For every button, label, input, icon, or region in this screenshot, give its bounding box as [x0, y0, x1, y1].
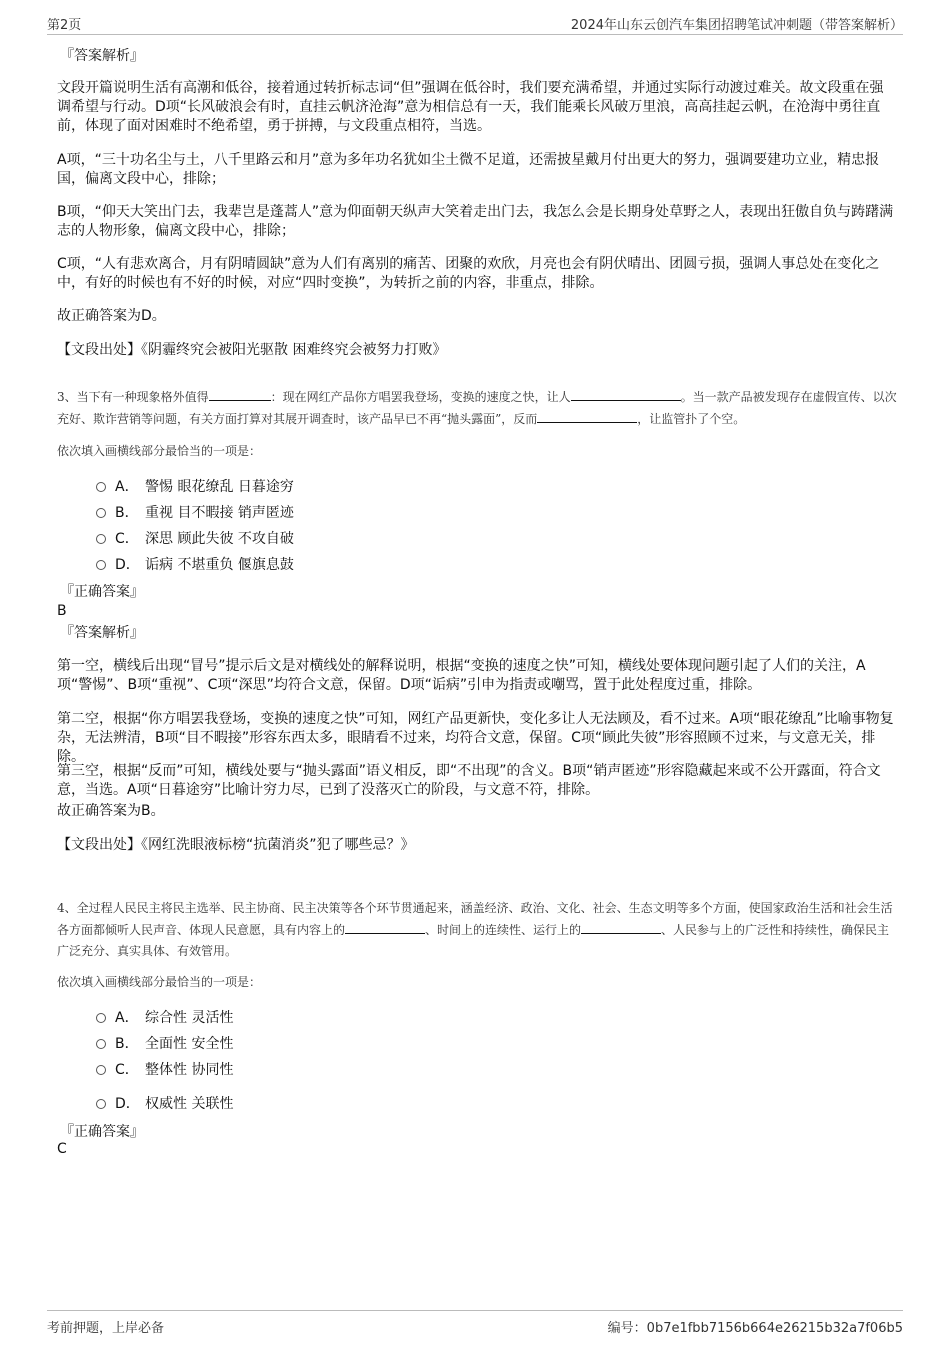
- q2-conclusion: 故正确答案为D。: [57, 308, 166, 324]
- radio-icon: [96, 1039, 106, 1049]
- q4-option-d[interactable]: D． 权威性 关联性: [96, 1094, 233, 1114]
- q4-instruction: 依次填入画横线部分最恰当的一项是：: [57, 975, 262, 989]
- q3-analysis-paragraph-2: 第二空，根据“你方唱罢我登场，变换的速度之快”可知，网红产品更新快，变化多让人无法顾及，看不过来。A项“眼花缭乱”比喻事物复杂，无法辨清，B项“目不暇接”形容东西太多，眼睛看不过来，均符合文意，保留。C项“顾此失彼”形容照顾不过来，与文意无关，排除。: [57, 711, 894, 765]
- q3-correct-heading: 『正确答案』: [60, 584, 144, 600]
- q4-option-a[interactable]: A． 综合性 灵活性: [96, 1008, 233, 1028]
- q3-blank-3: [537, 408, 637, 423]
- document-title: 2024年山东云创汽车集团招聘笔试冲刺题（带答案解析）: [570, 18, 903, 33]
- page-number: 第2页: [47, 18, 82, 33]
- page-footer: [47, 1310, 903, 1335]
- q4-stem: 4、全过程人民民主将民主选举、民主协商、民主决策等各个环节贯通起来，涵盖经济、政治、文化、社会、生态文明等多个方面，使国家政治生活和社会生活各方面都倾听人民声音、体现人民意愿，具有内容上的 、时间上的连续性、运行上的 、人民参与上的广泛性和持续性，确保民主广泛充分、真实具体、有效管用。: [57, 901, 893, 958]
- document-code: 编号：0b7e1fbb7156b664e26215b32a7f06b5: [607, 1321, 903, 1336]
- q3-blank-1: [209, 386, 271, 401]
- q3-correct-answer: B: [57, 603, 67, 619]
- q2-source: 【文段出处】《阴霾终究会被阳光驱散 困难终究会被努力打败》: [57, 342, 447, 358]
- q4-blank-2: [581, 919, 661, 934]
- q3-instruction: 依次填入画横线部分最恰当的一项是：: [57, 444, 262, 458]
- q4-correct-answer: C: [57, 1141, 67, 1157]
- q3-analysis-paragraph-1: 第一空，横线后出现“冒号”提示后文是对横线处的解释说明，根据“变换的速度之快”可知，横线处要体现问题引起了人们的关注，A项“警惕”、B项“重视”、C项“深思”均符合文意，保留。D项“诟病”引申为指责或嘲骂，置于此处程度过重，排除。: [57, 658, 866, 693]
- q3-conclusion: 故正确答案为B。: [57, 803, 165, 819]
- radio-icon: [96, 534, 106, 544]
- radio-icon: [96, 482, 106, 492]
- radio-icon: [96, 560, 106, 570]
- radio-icon: [96, 1099, 106, 1109]
- q3-blank-2: [571, 386, 681, 401]
- q2-analysis-paragraph-3: B项，“仰天大笑出门去，我辈岂是蓬蒿人”意为仰面朝天纵声大笑着走出门去，我怎么会是长期身处草野之人，表现出狂傲自负与踌躇满志的人物形象，偏离文段中心，排除；: [57, 204, 894, 239]
- q3-analysis-paragraph-3: 第三空，根据“反而”可知，横线处要与“抛头露面”语义相反，即“不出现”的含义。B项“销声匿迹”形容隐藏起来或不公开露面，符合文意，当选。A项“日暮途穷”比喻计穷力尽，已到了没落灭亡的阶段，与文意不符，排除。: [57, 763, 881, 798]
- page-header: [47, 14, 903, 35]
- footer-slogan: 考前押题，上岸必备: [47, 1321, 165, 1336]
- q4-option-b[interactable]: B． 全面性 安全性: [96, 1034, 233, 1054]
- q2-analysis-paragraph-4: C项，“人有悲欢离合，月有阴晴圆缺”意为人们有离别的痛苦、团聚的欢欣，月亮也会有阴伏晴出、团圆亏损，强调人事总处在变化之中，有好的时候也有不好的时候，对应“四时变换”，为转折之前的内容，非重点，排除。: [57, 256, 880, 291]
- q3-source: 【文段出处】《网红洗眼液标榜“抗菌消炎”犯了哪些忌？》: [57, 837, 415, 853]
- radio-icon: [96, 508, 106, 518]
- q3-option-c[interactable]: C． 深思 顾此失彼 不攻自破: [96, 529, 294, 549]
- q4-option-c[interactable]: C． 整体性 协同性: [96, 1060, 233, 1080]
- q2-analysis-paragraph-2: A项，“三十功名尘与土，八千里路云和月”意为多年功名犹如尘土微不足道，还需披星戴月付出更大的努力，强调要建功立业，精忠报国，偏离文段中心，排除；: [57, 152, 880, 187]
- q4-blank-1: [345, 919, 425, 934]
- radio-icon: [96, 1065, 106, 1075]
- q2-analysis-heading: 『答案解析』: [60, 48, 144, 64]
- q3-option-d[interactable]: D． 诟病 不堪重负 偃旗息鼓: [96, 555, 294, 575]
- q4-correct-heading: 『正确答案』: [60, 1124, 144, 1140]
- q3-option-a[interactable]: A． 警惕 眼花缭乱 日暮途穷: [96, 477, 294, 497]
- radio-icon: [96, 1013, 106, 1023]
- q2-analysis-paragraph-1: 文段开篇说明生活有高潮和低谷，接着通过转折标志词“但”强调在低谷时，我们要充满希望，并通过实际行动渡过难关。故文段重在强调希望与行动。D项“长风破浪会有时，直挂云帆济沧海”意为相信总有一天，我们能乘长风破万里浪，高高挂起云帆，在沧海中勇往直前，体现了面对困难时不绝希望，勇于拼搏，与文段重点相符，当选。: [57, 80, 884, 134]
- q3-analysis-heading: 『答案解析』: [60, 625, 144, 641]
- q3-stem: 3、当下有一种现象格外值得 ：现在网红产品你方唱罢我登场，变换的速度之快，让人 。当一款产品被发现存在虚假宣传、以次充好、欺诈营销等问题，有关方面打算对其展开调查时，该产品早已不再“抛头露面”，反而 ，让监管扑了个空。: [57, 386, 897, 430]
- q3-option-b[interactable]: B． 重视 目不暇接 销声匿迹: [96, 503, 294, 523]
